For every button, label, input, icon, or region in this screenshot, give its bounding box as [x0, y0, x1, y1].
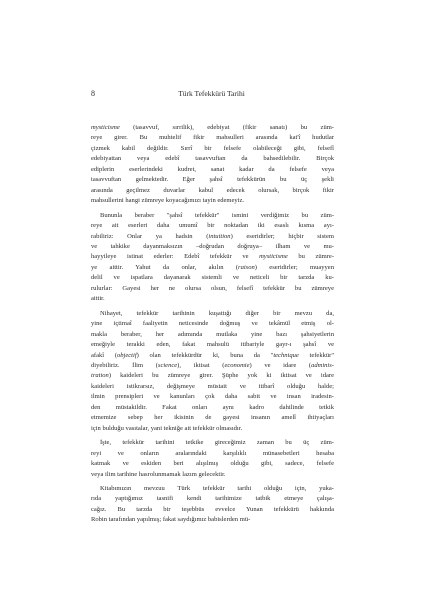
text-line: [91, 459, 334, 469]
text-run: ) eseridirler; muayyen: [254, 263, 334, 271]
text-line: [91, 392, 334, 402]
text-run: veya ilim tarihine hasrolunmamak lazım gelecektir.: [91, 470, 226, 478]
text-run: ) kaideleri bu zümreye girer. Şüphe yok ki iktisat ve idare: [108, 372, 334, 380]
text-run: yine içtimaî faaliyetin neticesinde doğmuş ve tekâmül etmiş ol-: [91, 320, 334, 328]
text-run: rabiliriz: Onlar ya hadsin (: [91, 232, 209, 240]
text-run: delil ve ispatlara dayanarak sistemli ve neticeli bir tarzda ku-: [91, 274, 334, 282]
text-line: [91, 294, 334, 304]
text-run: katmak ve eskiden beri alışılmış olduğu gibi, sadece, felsefe: [91, 460, 334, 468]
text-run: ye aittir. Yahut da onlar, akılın (: [91, 263, 239, 271]
italic-term: tration: [91, 372, 109, 380]
text-line: [91, 449, 334, 459]
text-line: [91, 505, 334, 515]
text-line: [91, 484, 334, 494]
text-line: [91, 361, 334, 371]
text-run: Robin tarafından yapılmış; fakat saydığımız babislerden mü-: [91, 516, 251, 524]
text-run: Bununla beraber "şahsî tefekkür" ismini verdiğimiz bu züm-: [100, 211, 334, 219]
text-run: cağız. Bu tarzda bir teşebbüs evvelce Yunan tefekkürü hakkında: [91, 505, 334, 513]
paragraph: [91, 480, 334, 526]
paragraph: [91, 123, 334, 207]
body-text: [91, 123, 334, 526]
paragraph: [91, 434, 334, 480]
text-run: ) eseridirler; hiçbir sistem: [230, 232, 334, 240]
text-run: afakî (: [91, 351, 117, 359]
italic-term: mysticisme: [91, 124, 120, 131]
text-line: [91, 186, 334, 196]
text-run: ve tahkike dayanmaksızın –doğrudan doğruya– ilham ve mu-: [91, 242, 334, 250]
text-run: bu zümre-: [287, 253, 334, 261]
text-line: [91, 221, 334, 231]
italic-term: technique: [273, 351, 299, 359]
italic-term: raison: [238, 263, 255, 271]
paragraph: [91, 207, 334, 305]
text-line: [91, 123, 334, 133]
paragraph: [91, 305, 334, 434]
text-line: [91, 319, 334, 329]
text-line: [91, 470, 334, 480]
text-run: Nihayet, tefekkür tarihinin kuşattığı diğer bir mevzu da,: [100, 309, 334, 317]
text-line: [91, 133, 334, 143]
text-line: [91, 196, 334, 206]
text-line: [91, 165, 334, 175]
text-run: den müstakildir. Fakat onları aynı kadro dahilinde tetkik: [91, 403, 334, 411]
text-run: makla beraber, her adımında mutlaka yine bazı şahsiyetlerin: [91, 330, 334, 338]
text-line: [91, 515, 334, 525]
text-run: etmemize sebep her ikisinin de gayesi insanın amelî ihtiyaçları: [91, 414, 334, 422]
text-line: [91, 232, 334, 242]
text-run: ilmin prensipleri ve kanunları çok daha sabit ve insan iradesin-: [91, 393, 334, 401]
italic-term: science: [157, 361, 178, 369]
italic-term: intuition: [208, 232, 231, 240]
text-run: arasında geçilmez duvarlar kabul edecek olursak, birçok fikir: [91, 186, 334, 194]
text-run: kaideleri istikrarsız, değişmeye müstait ve itibarî olduğu halde;: [91, 382, 334, 390]
text-line: [91, 263, 334, 273]
text-run: edebiyattan veya edebî tasavvuftan da bahsedilebilir. Birçok: [91, 155, 334, 163]
text-line: [91, 273, 334, 283]
text-line: [91, 309, 334, 319]
text-line: [91, 175, 334, 185]
text-line: [91, 382, 334, 392]
italic-term: economie: [224, 361, 250, 369]
text-run: hayyileye istinat ederler: Edebî tefekkür ve: [91, 253, 260, 261]
text-line: [91, 438, 334, 448]
text-run: için bulduğu vasıtalar, yani tekniğe ait tefekkür olmasıdır.: [91, 424, 243, 432]
text-line: [91, 211, 334, 221]
text-run: rıda yaptığımız tasnifi kendi tarihimize tatbik etmeye çalışa-: [91, 495, 334, 503]
text-line: [91, 403, 334, 413]
text-run: ediplerin eserlerindeki kudret, sanat kadar da felsefe veya: [91, 165, 334, 173]
text-run: çizmek kabil değildir. Sırrî bir felsefe olabileceği gibi, felsefî: [91, 144, 334, 152]
text-line: [91, 340, 334, 350]
text-line: [91, 252, 334, 262]
text-line: [91, 284, 334, 294]
text-run: reyi ve onların aralarındaki karşılıklı münasebetleri hesaba: [91, 449, 334, 457]
page-number: 8: [91, 89, 95, 98]
text-line: [91, 154, 334, 164]
text-line: [91, 351, 334, 361]
text-line: [91, 144, 334, 154]
text-run: ) ve idare (: [249, 361, 312, 369]
text-run: tefekkür": [298, 351, 334, 359]
running-title: Türk Tefekkürü Tarihi: [178, 89, 245, 98]
text-run: İşte, tefekkür tarihini tetkike gireceğimiz zaman bu üç züm-: [100, 439, 334, 447]
italic-term: objectif: [117, 351, 137, 359]
text-line: [91, 424, 334, 434]
text-run: reye girer. Bu muhtelif fikir mahsulleri arasında kat'î hudutlar: [91, 134, 334, 142]
text-line: [91, 371, 334, 381]
italic-term: mysticisme: [259, 253, 288, 261]
text-run: mahsullerini hangi zümreye koyacağımızı tayin edemeyiz.: [91, 197, 245, 205]
text-run: ) olan tefekkürdür ki, buna da ": [136, 351, 274, 359]
text-line: [91, 242, 334, 252]
text-run: tasavvuftan gelmektedir. Eğer şahsî tefekkürün bu üç şekli: [91, 176, 334, 184]
text-run: reye ait eserleri daha umumî bir noktadan iki esaslı kısma ayı-: [91, 222, 334, 230]
italic-term: adminis-: [311, 361, 334, 369]
text-run: ), iktisat (: [177, 361, 225, 369]
text-line: [91, 330, 334, 340]
text-run: (tasavvuf, sırrilik), edebiyat (fikir sanatı) bu züm-: [119, 124, 334, 131]
page-header: [0, 88, 423, 100]
text-run: Kitabımızın mevzuu Türk tefekkür tarihi olduğu için, yuka-: [100, 484, 334, 492]
text-line: [91, 413, 334, 423]
text-run: rulurlar: Gayesi her ne olursa olsun, felsefî tefekkür bu zümreye: [91, 284, 334, 292]
text-run: aittir.: [91, 295, 105, 303]
text-run: emeğiyle terakki eden, fakat mahsulü itibariyle gayr-ı şahsî ve: [91, 341, 334, 349]
text-run: diyebiliriz. İlim (: [91, 361, 158, 369]
text-line: [91, 494, 334, 504]
